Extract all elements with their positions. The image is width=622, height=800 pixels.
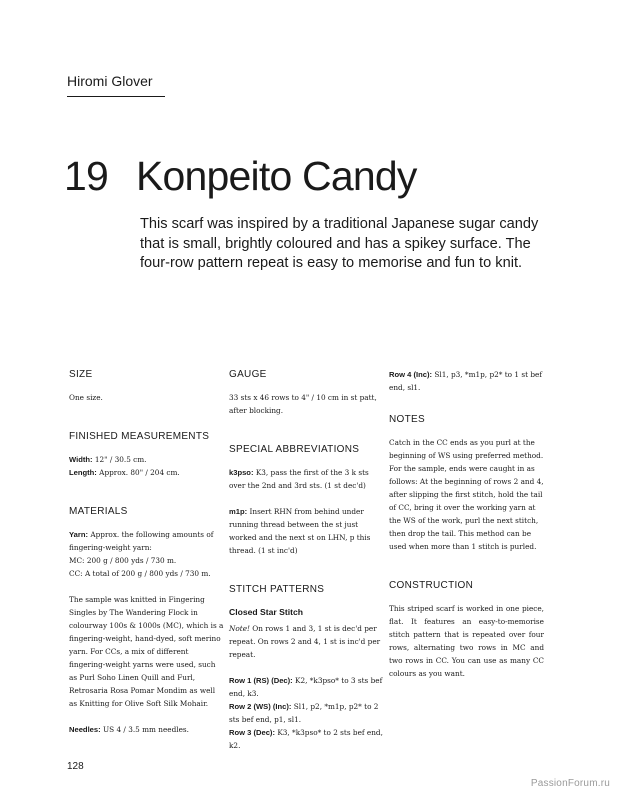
width-label: Width: xyxy=(69,455,93,464)
closed-star-stitch-subheading: Closed Star Stitch xyxy=(229,607,304,617)
length-line xyxy=(69,466,224,479)
column-1 xyxy=(69,368,224,736)
cc-line: CC: A total of 200 g / 800 yds / 730 m. xyxy=(69,569,211,578)
row-4-label: Row 4 (Inc): xyxy=(389,370,433,379)
row-2-label: Row 2 (WS) (Inc): xyxy=(229,702,292,711)
row-4-text: Sl1, p3, *m1p, p2* to 1 st bef end, sl1. xyxy=(389,370,543,392)
pattern-note xyxy=(229,622,384,661)
pattern-title: Konpeito Candy xyxy=(136,153,417,199)
column-2 xyxy=(229,368,384,752)
note-label: Note! xyxy=(229,624,250,633)
row-2-text: Sl1, p2, *m1p, p2* to 2 sts bef end, p1, sl1. xyxy=(229,702,379,724)
m1p-label: m1p: xyxy=(229,507,248,516)
size-text: One size. xyxy=(69,393,103,402)
note-text: On rows 1 and 3, 1 st is dec'd per repeat. On rows 2 and 4, 1 st is inc'd per repeat. xyxy=(229,624,381,659)
notes-text: Catch in the CC ends as you purl at the beginning of WS using preferred method. For the sample, ends were caught in as follows: At the beginning of rows 2 and 4, after slipping the first stitch, hold the tail of CC, bring it over the working yarn at the WS of the work, purl the next stitch, then drop the tail. This method can be used when more than 1 stitch is purled. xyxy=(389,438,544,551)
notes-heading: NOTES xyxy=(389,414,425,425)
gauge-heading: GAUGE xyxy=(229,369,267,380)
pattern-number: 19 xyxy=(64,153,109,199)
row-4-instruction xyxy=(389,368,544,394)
width-line xyxy=(69,453,224,466)
row-1-text: K2, *k3pso* to 3 sts bef end, k3. xyxy=(229,676,383,698)
needles-label: Needles: xyxy=(69,725,101,734)
yarn-label: Yarn: xyxy=(69,530,88,539)
mc-line: MC: 200 g / 800 yds / 730 m. xyxy=(69,556,177,565)
watermark: PassionForum.ru xyxy=(530,778,610,789)
construction-heading: CONSTRUCTION xyxy=(389,580,474,591)
intro-paragraph: This scarf was inspired by a traditional Japanese sugar candy that is small, brightly coloured and has a spikey surface. The four-row pattern repeat is easy to memorise and fun to knit. xyxy=(140,216,539,271)
row-3-label: Row 3 (Dec): xyxy=(229,728,275,737)
m1p-definition xyxy=(229,505,384,557)
pattern-title-block xyxy=(64,150,584,202)
materials-heading: MATERIALS xyxy=(69,506,128,517)
row-1-label: Row 1 (RS) (Dec): xyxy=(229,676,293,685)
row-1-instruction xyxy=(229,674,384,700)
sample-yarn-text: The sample was knitted in Fingering Singles by The Wandering Flock in colourway 100s & 1000s (MC), which is a fingering-weight, hand-dyed, soft merino yarn. For CCs, a mix of different fingering-weight yarns were used, such as Purl Soho Linen Quill and Furl, Retrosaria Rosa Pomar Mondim as well as Knitting for Olive Soft Silk Mohair. xyxy=(69,595,224,708)
row-3-text: K3, *k3pso* to 2 sts bef end, k2. xyxy=(229,728,383,750)
row-3-instruction xyxy=(229,726,384,752)
size-heading: SIZE xyxy=(69,369,93,380)
k3pso-text: K3, pass the first of the 3 k sts over the 2nd and 3rd sts. (1 st dec'd) xyxy=(229,468,369,490)
gauge-text: 33 sts x 46 rows to 4" / 10 cm in st patt, after blocking. xyxy=(229,393,377,415)
stitch-patterns-heading: STITCH PATTERNS xyxy=(229,584,325,595)
k3pso-label: k3pso: xyxy=(229,468,254,477)
length-label: Length: xyxy=(69,468,97,477)
length-value: Approx. 80" / 204 cm. xyxy=(99,468,180,477)
width-value: 12" / 30.5 cm. xyxy=(94,455,147,464)
yarn-line xyxy=(69,528,224,554)
needles-value: US 4 / 3.5 mm needles. xyxy=(102,725,189,734)
m1p-text: Insert RHN from behind under running thread between the st just worked and the next st on LHN, p this thread. (1 st inc'd) xyxy=(229,507,371,555)
designer-name: Hiromi Glover xyxy=(67,73,153,89)
construction-text: This striped scarf is worked in one piece, flat. It features an easy-to-memorise stitch pattern that is repeated over four rows, alternating two rows in MC and two rows in CC. You can use as many CC colours as you want. xyxy=(389,604,544,678)
column-3 xyxy=(389,368,544,680)
finished-measurements-heading: FINISHED MEASUREMENTS xyxy=(69,431,210,442)
row-2-instruction xyxy=(229,700,384,726)
k3pso-definition xyxy=(229,466,384,492)
special-abbreviations-heading: SPECIAL ABBREVIATIONS xyxy=(229,444,360,455)
needles-line xyxy=(69,723,224,736)
designer-underline xyxy=(67,96,165,97)
yarn-value: Approx. the following amounts of fingering-weight yarn: xyxy=(69,530,214,552)
page-number: 128 xyxy=(67,761,84,772)
